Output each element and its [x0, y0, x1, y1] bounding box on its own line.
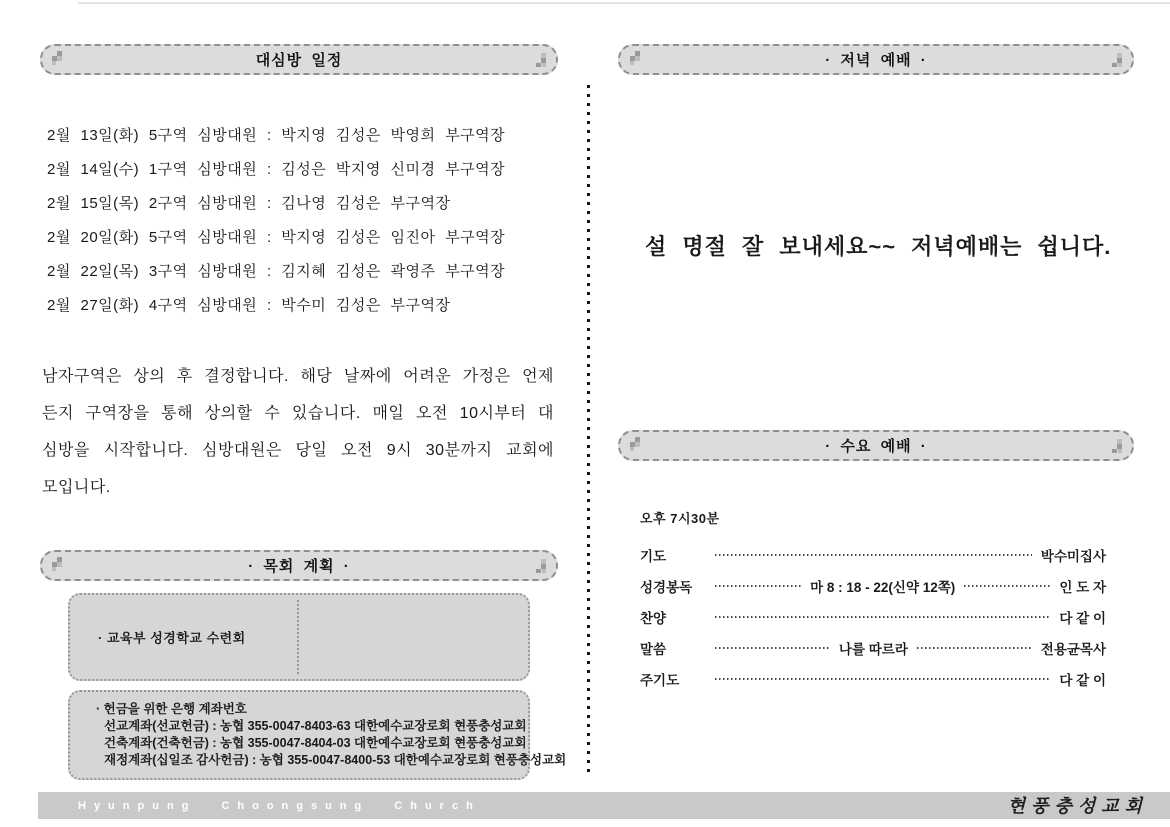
- order-label: 기도: [640, 548, 667, 564]
- banner-title: · 저녁 예배 ·: [825, 52, 927, 69]
- corner-decoration-icon: [629, 437, 646, 452]
- corner-decoration-icon: [629, 51, 646, 66]
- banner-title: · 목회 계획 ·: [248, 558, 350, 575]
- schedule-line: 2월 20일(화) 5구역 심방대원 : 박지영 김성은 임진아 부구역장: [47, 229, 506, 246]
- order-label: 성경봉독: [640, 579, 693, 595]
- schedule-line: 2월 13일(화) 5구역 심방대원 : 박지영 김성은 박영희 부구역장: [47, 127, 506, 144]
- schedule-line: 2월 15일(목) 2구역 심방대원 : 김나영 김성은 부구역장: [47, 195, 451, 212]
- order-name: 다 같 이: [1059, 672, 1106, 688]
- dotted-leader: [715, 585, 801, 587]
- plan-item: · 교육부 성경학교 수련회: [98, 630, 246, 646]
- order-label: 찬양: [640, 610, 667, 626]
- order-label: 주기도: [640, 672, 680, 688]
- dotted-leader: [917, 647, 1032, 649]
- order-name: 전용균목사: [1040, 641, 1106, 657]
- corner-decoration-icon: [51, 51, 68, 66]
- corner-decoration-icon: [1106, 53, 1123, 68]
- dotted-leader: [715, 554, 1032, 556]
- schedule-line: 2월 22일(목) 3구역 심방대원 : 김지혜 김성은 곽영주 부구역장: [47, 263, 506, 280]
- order-row-lords-prayer: [640, 663, 1106, 694]
- banner-title: · 수요 예배 ·: [825, 438, 927, 455]
- corner-decoration-icon: [51, 557, 68, 572]
- order-row-prayer: [640, 539, 1106, 570]
- account-line: 건축계좌(건축헌금) : 농협 355-0047-8404-03 대한예수교장로회 현풍충성교회: [104, 736, 527, 750]
- account-line: 선교계좌(선교헌금) : 농협 355-0047-8403-63 대한예수교장로회 현풍충성교회: [104, 719, 527, 733]
- banner-visitation-schedule: [40, 44, 558, 75]
- order-row-scripture: [640, 570, 1106, 601]
- footer-church-name-english: Hyunpung Choongsung Church: [78, 799, 481, 812]
- banner-ministry-plan: [40, 550, 558, 581]
- banner-title: 대심방 일정: [255, 52, 343, 69]
- schedule-line: 2월 14일(수) 1구역 심방대원 : 김성은 박지영 신미경 부구역장: [47, 161, 506, 178]
- account-line: 재정계좌(십일조 감사헌금) : 농협 355-0047-8400-53 대한예수교장로회 현풍충성교회: [104, 753, 567, 767]
- service-time: 오후 7시30분: [640, 511, 720, 526]
- order-name: 인 도 자: [1059, 579, 1106, 595]
- corner-decoration-icon: [530, 559, 547, 574]
- visitation-schedule-list: [47, 119, 562, 323]
- order-row-hymn: [640, 601, 1106, 632]
- order-scripture-reference: 마 8 : 18 - 22(신약 12쪽): [810, 579, 956, 595]
- page-fold-dotted-divider: [587, 85, 590, 778]
- order-name: 박수미집사: [1040, 548, 1106, 564]
- order-sermon-title: 나를 따르라: [838, 641, 908, 657]
- visitation-note: 남자구역은 상의 후 결정합니다. 해당 날짜에 어려운 가정은 언제든지 구역장을 통해 상의할 수 있습니다. 매일 오전 10시부터 대심방을 시작합니다. 심방대원은 당일 오전 9시 30분까지 교회에 모입니다.: [42, 368, 554, 496]
- footer-bar: [38, 792, 1170, 819]
- evening-worship-message: 설 명절 잘 보내세요~~ 저녁예배는 쉽니다.: [645, 234, 1112, 259]
- account-heading: · 헌금을 위한 은행 계좌번호: [96, 702, 247, 716]
- schedule-line: 2월 27일(화) 4구역 심방대원 : 박수미 김성은 부구역장: [47, 297, 451, 314]
- wednesday-worship-order: [640, 508, 1106, 694]
- order-label: 말씀: [640, 641, 667, 657]
- corner-decoration-icon: [530, 53, 547, 68]
- dotted-leader: [715, 647, 830, 649]
- dotted-leader: [715, 616, 1050, 618]
- corner-decoration-icon: [1106, 439, 1123, 454]
- banner-wednesday-worship: [618, 430, 1134, 461]
- footer-church-name-korean: 현풍충성교회: [1007, 795, 1148, 817]
- dotted-leader: [715, 678, 1050, 680]
- order-name: 다 같 이: [1059, 610, 1106, 626]
- plan-box-divider: [297, 600, 299, 674]
- top-scan-line: [78, 2, 1170, 4]
- banner-evening-worship: [618, 44, 1134, 75]
- bank-account-box: [68, 690, 567, 780]
- ministry-plan-box: [68, 593, 530, 681]
- dotted-leader: [964, 585, 1050, 587]
- order-row-sermon: [640, 632, 1106, 663]
